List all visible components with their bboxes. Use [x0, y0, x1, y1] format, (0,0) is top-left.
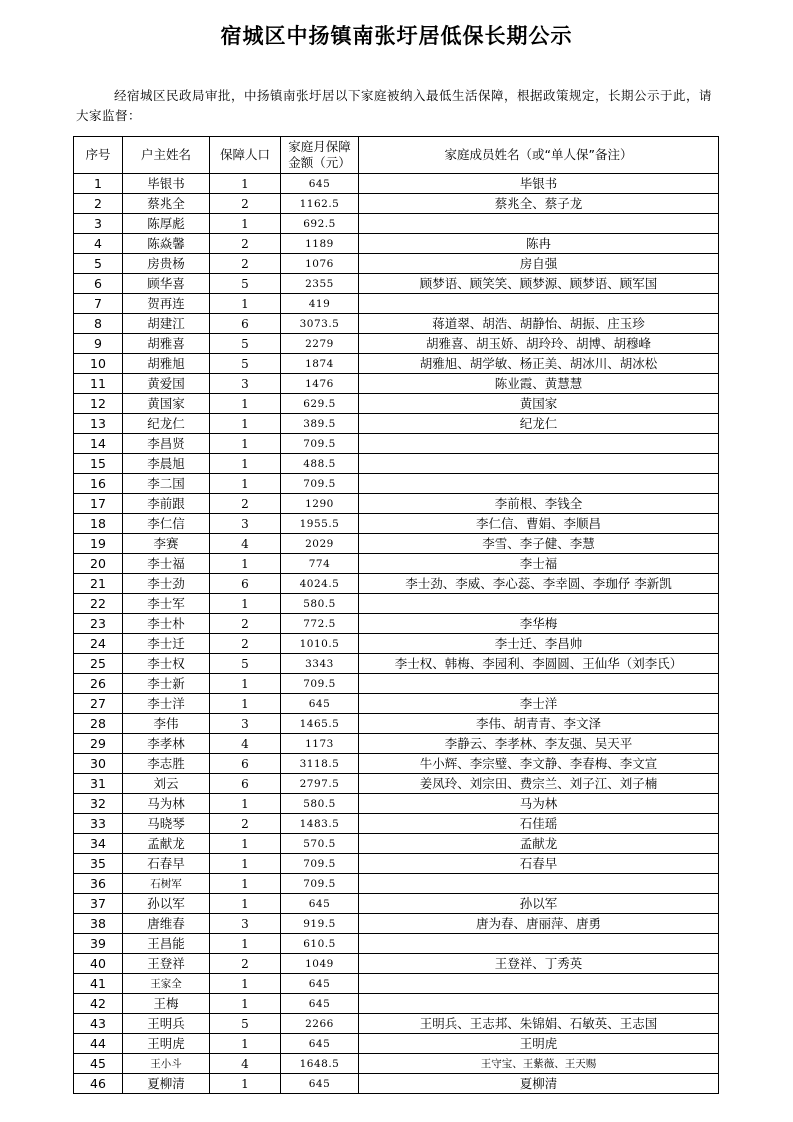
page-title: 宿城区中扬镇南张圩居低保长期公示: [220, 24, 573, 48]
cell-no: 16: [74, 474, 123, 494]
cell-no: 8: [74, 314, 123, 334]
cell-count: 3: [210, 714, 281, 734]
table-row: [74, 654, 719, 674]
cell-members: 纪龙仁: [359, 414, 719, 434]
cell-amount: 1648.5: [281, 1054, 359, 1074]
cell-head-name: 贺再连: [123, 294, 210, 314]
cell-count: 1: [210, 1034, 281, 1054]
header-head-name: 户主姓名: [123, 137, 210, 174]
cell-no: 26: [74, 674, 123, 694]
table-row: [74, 974, 719, 994]
cell-count: 1: [210, 474, 281, 494]
table-row: [74, 754, 719, 774]
cell-head-name: 李晨旭: [123, 454, 210, 474]
header-count: 保障人口: [210, 137, 281, 174]
subsistence-allowance-table: [73, 136, 719, 1094]
cell-no: 35: [74, 854, 123, 874]
cell-members: [359, 214, 719, 234]
cell-amount: 774: [281, 554, 359, 574]
cell-amount: 692.5: [281, 214, 359, 234]
cell-members: 唐为春、唐丽萍、唐勇: [359, 914, 719, 934]
header-amount: 家庭月保障金额（元）: [281, 137, 359, 174]
cell-count: 1: [210, 294, 281, 314]
cell-amount: 1955.5: [281, 514, 359, 534]
cell-amount: 645: [281, 974, 359, 994]
cell-amount: 1290: [281, 494, 359, 514]
table-row: [74, 614, 719, 634]
table-row: [74, 694, 719, 714]
cell-count: 6: [210, 574, 281, 594]
intro-paragraph: 经宿城区民政局审批，中扬镇南张圩居以下家庭被纳入最低生活保障，根据政策规定，长期公示于此，请大家监督：: [76, 88, 713, 123]
cell-count: 1: [210, 934, 281, 954]
cell-head-name: 李赛: [123, 534, 210, 554]
cell-amount: 1049: [281, 954, 359, 974]
cell-count: 1: [210, 394, 281, 414]
cell-head-name: 李士权: [123, 654, 210, 674]
table-row: [74, 894, 719, 914]
cell-amount: 645: [281, 1074, 359, 1094]
cell-members: [359, 294, 719, 314]
cell-head-name: 胡雅喜: [123, 334, 210, 354]
cell-count: 1: [210, 174, 281, 194]
table-row: [74, 454, 719, 474]
cell-head-name: 李前跟: [123, 494, 210, 514]
cell-head-name: 王明兵: [123, 1014, 210, 1034]
cell-head-name: 李伟: [123, 714, 210, 734]
cell-amount: 2279: [281, 334, 359, 354]
cell-head-name: 孟献龙: [123, 834, 210, 854]
cell-amount: 610.5: [281, 934, 359, 954]
cell-amount: 1010.5: [281, 634, 359, 654]
table-row: [74, 574, 719, 594]
table-row: [74, 634, 719, 654]
cell-no: 3: [74, 214, 123, 234]
cell-members: 李士福: [359, 554, 719, 574]
cell-no: 15: [74, 454, 123, 474]
cell-members: 孙以军: [359, 894, 719, 914]
table-row: [74, 594, 719, 614]
cell-head-name: 刘云: [123, 774, 210, 794]
cell-members: 石佳瑶: [359, 814, 719, 834]
cell-amount: 645: [281, 1034, 359, 1054]
table-row: [74, 494, 719, 514]
cell-members: 李士洋: [359, 694, 719, 714]
cell-head-name: 房贵杨: [123, 254, 210, 274]
cell-amount: 2029: [281, 534, 359, 554]
cell-head-name: 唐维春: [123, 914, 210, 934]
cell-members: 陈业霞、黄慧慧: [359, 374, 719, 394]
cell-members: 李仁信、曹娟、李顺昌: [359, 514, 719, 534]
cell-count: 5: [210, 274, 281, 294]
cell-members: [359, 434, 719, 454]
cell-count: 2: [210, 194, 281, 214]
cell-count: 1: [210, 874, 281, 894]
table-row: [74, 274, 719, 294]
cell-amount: 2797.5: [281, 774, 359, 794]
cell-amount: 580.5: [281, 594, 359, 614]
cell-count: 5: [210, 1014, 281, 1034]
cell-amount: 709.5: [281, 434, 359, 454]
cell-head-name: 马为林: [123, 794, 210, 814]
cell-no: 18: [74, 514, 123, 534]
cell-head-name: 李士新: [123, 674, 210, 694]
cell-no: 38: [74, 914, 123, 934]
cell-amount: 709.5: [281, 874, 359, 894]
table-row: [74, 534, 719, 554]
cell-head-name: 李士福: [123, 554, 210, 574]
cell-members: 牛小辉、李宗璧、李文静、李春梅、李文宣: [359, 754, 719, 774]
cell-amount: 3343: [281, 654, 359, 674]
cell-no: 21: [74, 574, 123, 594]
cell-count: 1: [210, 434, 281, 454]
cell-head-name: 李士军: [123, 594, 210, 614]
cell-members: 王明兵、王志邦、朱锦娟、石敏英、王志国: [359, 1014, 719, 1034]
cell-no: 4: [74, 234, 123, 254]
cell-head-name: 毕银书: [123, 174, 210, 194]
cell-no: 34: [74, 834, 123, 854]
cell-no: 43: [74, 1014, 123, 1034]
cell-count: 2: [210, 814, 281, 834]
cell-amount: 709.5: [281, 674, 359, 694]
cell-count: 5: [210, 354, 281, 374]
table-row: [74, 474, 719, 494]
cell-count: 4: [210, 534, 281, 554]
cell-no: 42: [74, 994, 123, 1014]
table-row: [74, 1034, 719, 1054]
cell-amount: 580.5: [281, 794, 359, 814]
cell-head-name: 孙以军: [123, 894, 210, 914]
table-header-row: [74, 137, 719, 174]
cell-no: 36: [74, 874, 123, 894]
table-row: [74, 1014, 719, 1034]
cell-members: [359, 974, 719, 994]
cell-no: 6: [74, 274, 123, 294]
cell-amount: 3073.5: [281, 314, 359, 334]
cell-head-name: 黄爱国: [123, 374, 210, 394]
cell-count: 1: [210, 554, 281, 574]
cell-no: 20: [74, 554, 123, 574]
cell-count: 2: [210, 634, 281, 654]
cell-members: 李伟、胡青青、李文泽: [359, 714, 719, 734]
cell-no: 22: [74, 594, 123, 614]
cell-no: 5: [74, 254, 123, 274]
table-row: [74, 914, 719, 934]
cell-head-name: 陈厚彪: [123, 214, 210, 234]
cell-count: 1: [210, 794, 281, 814]
cell-head-name: 李士洋: [123, 694, 210, 714]
cell-members: 王明虎: [359, 1034, 719, 1054]
table-row: [74, 314, 719, 334]
table-row: [74, 374, 719, 394]
table-row: [74, 254, 719, 274]
cell-count: 1: [210, 674, 281, 694]
cell-count: 3: [210, 914, 281, 934]
cell-head-name: 王梅: [123, 994, 210, 1014]
cell-members: 蒋道翠、胡浩、胡静怡、胡振、庄玉珍: [359, 314, 719, 334]
cell-head-name: 李孝林: [123, 734, 210, 754]
cell-head-name: 蔡兆全: [123, 194, 210, 214]
cell-no: 23: [74, 614, 123, 634]
table-row: [74, 834, 719, 854]
cell-amount: 3118.5: [281, 754, 359, 774]
cell-head-name: 王明虎: [123, 1034, 210, 1054]
cell-no: 44: [74, 1034, 123, 1054]
cell-amount: 488.5: [281, 454, 359, 474]
cell-head-name: 李士劲: [123, 574, 210, 594]
table-row: [74, 774, 719, 794]
cell-no: 46: [74, 1074, 123, 1094]
cell-head-name: 王小斗: [123, 1054, 210, 1074]
cell-no: 41: [74, 974, 123, 994]
cell-amount: 419: [281, 294, 359, 314]
cell-members: 王登祥、丁秀英: [359, 954, 719, 974]
cell-count: 4: [210, 734, 281, 754]
cell-count: 1: [210, 694, 281, 714]
cell-no: 39: [74, 934, 123, 954]
cell-members: 胡雅旭、胡学敏、杨正美、胡冰川、胡冰松: [359, 354, 719, 374]
cell-members: 姜凤玲、刘宗田、费宗兰、刘子江、刘子楠: [359, 774, 719, 794]
table-row: [74, 1074, 719, 1094]
cell-no: 2: [74, 194, 123, 214]
cell-head-name: 夏柳清: [123, 1074, 210, 1094]
cell-no: 28: [74, 714, 123, 734]
cell-amount: 645: [281, 994, 359, 1014]
cell-head-name: 李二国: [123, 474, 210, 494]
cell-amount: 772.5: [281, 614, 359, 634]
cell-amount: 4024.5: [281, 574, 359, 594]
cell-members: 石春早: [359, 854, 719, 874]
cell-amount: 1162.5: [281, 194, 359, 214]
table-row: [74, 674, 719, 694]
cell-head-name: 石春早: [123, 854, 210, 874]
cell-no: 7: [74, 294, 123, 314]
cell-head-name: 李志胜: [123, 754, 210, 774]
table-row: [74, 554, 719, 574]
table-body: [74, 174, 719, 1094]
cell-head-name: 王家全: [123, 974, 210, 994]
cell-no: 19: [74, 534, 123, 554]
table-row: [74, 394, 719, 414]
cell-head-name: 陈焱馨: [123, 234, 210, 254]
cell-no: 29: [74, 734, 123, 754]
cell-amount: 1189: [281, 234, 359, 254]
cell-no: 9: [74, 334, 123, 354]
cell-members: 胡雅喜、胡玉娇、胡玲玲、胡博、胡穆峰: [359, 334, 719, 354]
cell-amount: 389.5: [281, 414, 359, 434]
cell-no: 14: [74, 434, 123, 454]
header-no: 序号: [74, 137, 123, 174]
cell-members: 毕银书: [359, 174, 719, 194]
cell-head-name: 王登祥: [123, 954, 210, 974]
cell-count: 6: [210, 314, 281, 334]
cell-count: 1: [210, 854, 281, 874]
cell-members: 房自强: [359, 254, 719, 274]
cell-head-name: 李仁信: [123, 514, 210, 534]
cell-members: [359, 454, 719, 474]
table-row: [74, 954, 719, 974]
cell-count: 1: [210, 974, 281, 994]
cell-no: 40: [74, 954, 123, 974]
cell-members: [359, 474, 719, 494]
cell-count: 1: [210, 414, 281, 434]
cell-members: 李士权、韩梅、李园利、李圆圆、王仙华（刘李氏）: [359, 654, 719, 674]
cell-count: 1: [210, 594, 281, 614]
cell-count: 6: [210, 774, 281, 794]
cell-members: 李士迁、李昌帅: [359, 634, 719, 654]
cell-no: 33: [74, 814, 123, 834]
cell-members: [359, 874, 719, 894]
cell-amount: 629.5: [281, 394, 359, 414]
cell-head-name: 马晓琴: [123, 814, 210, 834]
cell-members: [359, 994, 719, 1014]
cell-count: 6: [210, 754, 281, 774]
table-row: [74, 814, 719, 834]
table-row: [74, 174, 719, 194]
cell-no: 11: [74, 374, 123, 394]
cell-amount: 709.5: [281, 474, 359, 494]
cell-members: 黄国家: [359, 394, 719, 414]
cell-members: 陈冉: [359, 234, 719, 254]
cell-head-name: 王昌能: [123, 934, 210, 954]
table-row: [74, 214, 719, 234]
cell-amount: 1874: [281, 354, 359, 374]
cell-no: 10: [74, 354, 123, 374]
cell-amount: 1465.5: [281, 714, 359, 734]
cell-count: 1: [210, 1074, 281, 1094]
cell-amount: 645: [281, 694, 359, 714]
cell-amount: 645: [281, 174, 359, 194]
cell-count: 5: [210, 654, 281, 674]
cell-no: 1: [74, 174, 123, 194]
table-row: [74, 514, 719, 534]
cell-head-name: 胡雅旭: [123, 354, 210, 374]
cell-count: 1: [210, 894, 281, 914]
cell-count: 1: [210, 834, 281, 854]
cell-amount: 2355: [281, 274, 359, 294]
table-row: [74, 294, 719, 314]
cell-count: 3: [210, 374, 281, 394]
table-row: [74, 994, 719, 1014]
cell-no: 12: [74, 394, 123, 414]
table-row: [74, 854, 719, 874]
cell-members: 马为林: [359, 794, 719, 814]
cell-no: 37: [74, 894, 123, 914]
cell-members: [359, 674, 719, 694]
cell-amount: 2266: [281, 1014, 359, 1034]
cell-amount: 1476: [281, 374, 359, 394]
cell-members: 李华梅: [359, 614, 719, 634]
table-row: [74, 414, 719, 434]
cell-members: [359, 934, 719, 954]
cell-count: 2: [210, 254, 281, 274]
cell-no: 25: [74, 654, 123, 674]
cell-amount: 570.5: [281, 834, 359, 854]
cell-head-name: 李昌贤: [123, 434, 210, 454]
cell-count: 1: [210, 994, 281, 1014]
cell-no: 31: [74, 774, 123, 794]
cell-members: 李士劲、李威、李心蕊、李幸圆、李珈伃 李新凯: [359, 574, 719, 594]
cell-members: 李静云、李孝林、李友强、吴天平: [359, 734, 719, 754]
cell-no: 13: [74, 414, 123, 434]
cell-count: 3: [210, 514, 281, 534]
table-row: [74, 434, 719, 454]
cell-members: 王守宝、王紫薇、王天赐: [359, 1054, 719, 1074]
cell-head-name: 黄国家: [123, 394, 210, 414]
cell-members: 夏柳清: [359, 1074, 719, 1094]
cell-count: 4: [210, 1054, 281, 1074]
cell-head-name: 李士朴: [123, 614, 210, 634]
cell-members: 孟献龙: [359, 834, 719, 854]
cell-no: 30: [74, 754, 123, 774]
cell-amount: 1076: [281, 254, 359, 274]
cell-count: 2: [210, 614, 281, 634]
table-row: [74, 934, 719, 954]
table-row: [74, 234, 719, 254]
table-row: [74, 1054, 719, 1074]
cell-members: [359, 594, 719, 614]
cell-no: 27: [74, 694, 123, 714]
cell-count: 5: [210, 334, 281, 354]
cell-head-name: 胡建江: [123, 314, 210, 334]
cell-members: 顾梦语、顾笑笑、顾梦源、顾梦语、顾军国: [359, 274, 719, 294]
cell-members: 蔡兆全、蔡子龙: [359, 194, 719, 214]
cell-head-name: 纪龙仁: [123, 414, 210, 434]
cell-amount: 645: [281, 894, 359, 914]
cell-no: 45: [74, 1054, 123, 1074]
cell-count: 1: [210, 214, 281, 234]
cell-count: 1: [210, 454, 281, 474]
cell-amount: 919.5: [281, 914, 359, 934]
table-row: [74, 874, 719, 894]
cell-count: 2: [210, 494, 281, 514]
table-row: [74, 194, 719, 214]
table-row: [74, 334, 719, 354]
cell-count: 2: [210, 234, 281, 254]
cell-no: 24: [74, 634, 123, 654]
cell-head-name: 李士迁: [123, 634, 210, 654]
cell-amount: 1483.5: [281, 814, 359, 834]
cell-head-name: 石树军: [123, 874, 210, 894]
table-row: [74, 734, 719, 754]
table-row: [74, 794, 719, 814]
cell-head-name: 顾华喜: [123, 274, 210, 294]
cell-amount: 709.5: [281, 854, 359, 874]
header-members: 家庭成员姓名（或“单人保”备注）: [359, 137, 719, 174]
cell-no: 32: [74, 794, 123, 814]
cell-no: 17: [74, 494, 123, 514]
cell-members: 李前根、李钱全: [359, 494, 719, 514]
cell-members: 李雪、李子健、李慧: [359, 534, 719, 554]
cell-count: 2: [210, 954, 281, 974]
table-row: [74, 714, 719, 734]
table-row: [74, 354, 719, 374]
cell-amount: 1173: [281, 734, 359, 754]
